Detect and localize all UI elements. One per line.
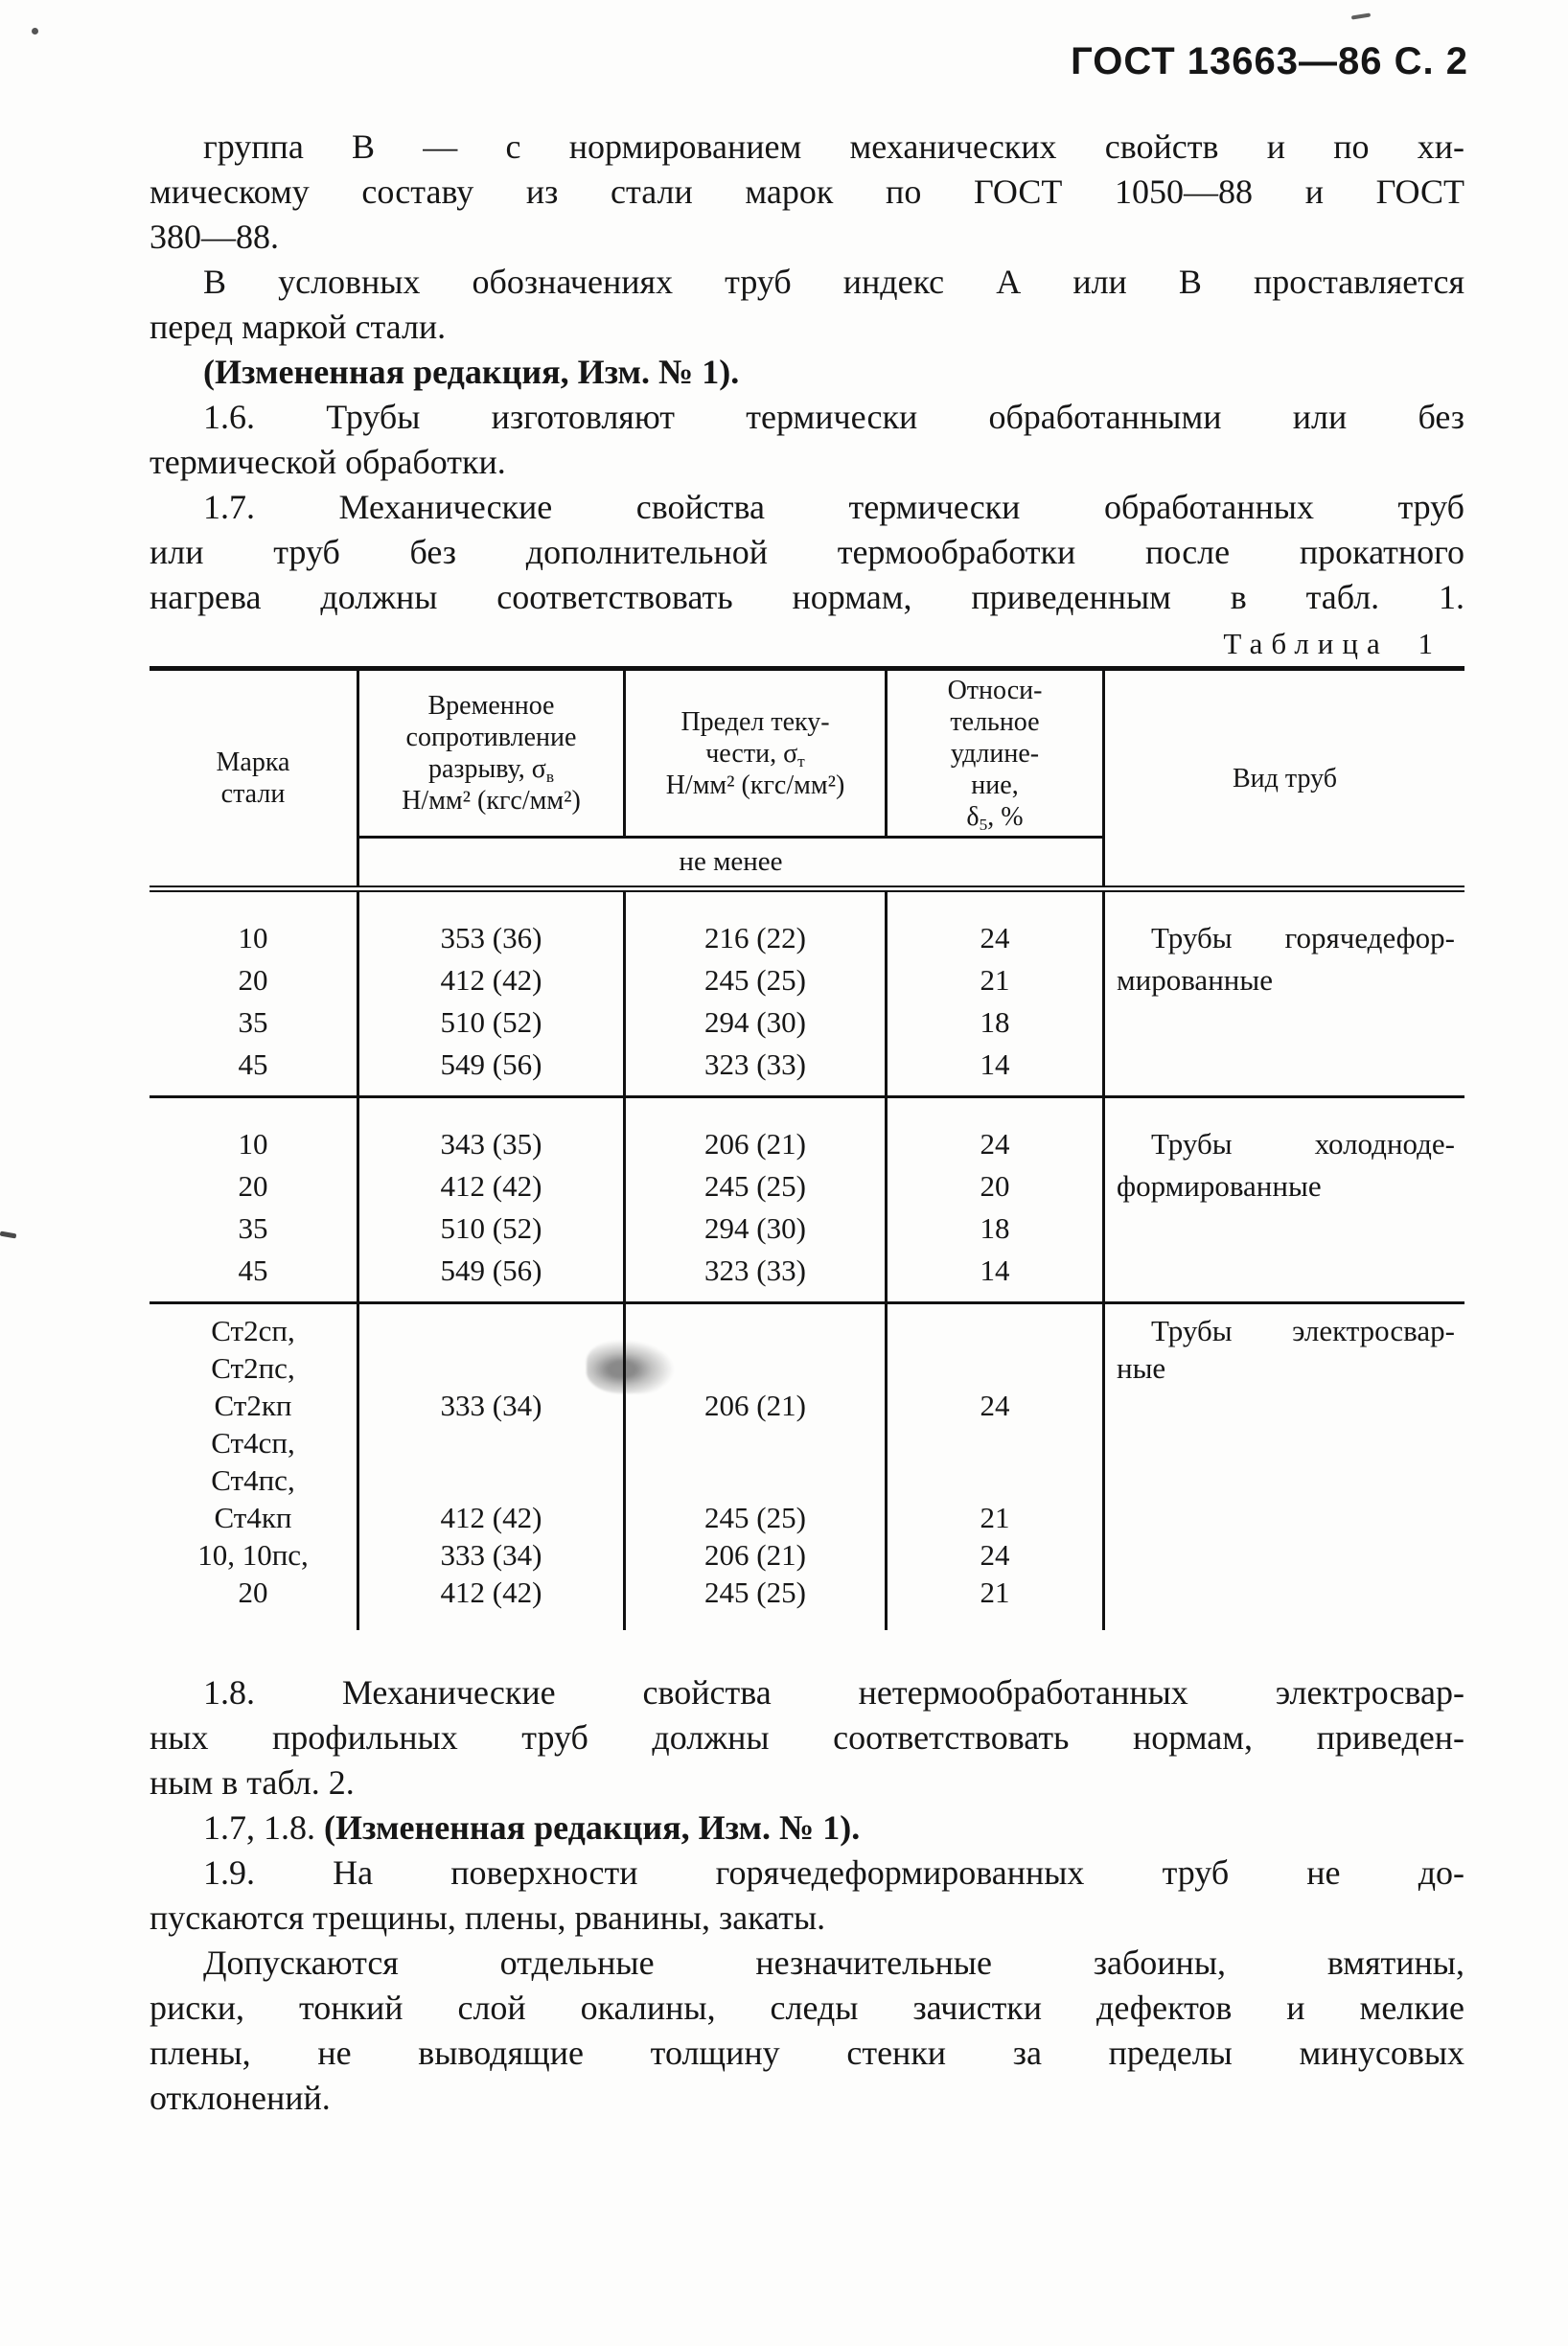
pipe-kind-line: мированные [1117, 963, 1273, 997]
sigma-t-symbol: чести, σ [705, 738, 798, 769]
table-cell: 35 [238, 1211, 268, 1245]
table-cell: Ст2кп [214, 1389, 292, 1422]
table-cell: 245 (25) [704, 1501, 806, 1534]
table-cell: 510 (52) [440, 1211, 542, 1245]
table-cell: 412 (42) [440, 1501, 542, 1534]
table-cell [626, 1312, 885, 1349]
pipe-kind-label [1105, 1123, 1464, 1208]
page-header: ГОСТ 13663—86 С. 2 [1071, 40, 1468, 82]
scan-artifact-dot [32, 28, 38, 34]
table-cell: 294 (30) [704, 1211, 806, 1245]
paragraph-line: ных профильных труб должны соответствовать нормам, приведен- [150, 1718, 1464, 1757]
table-block-cold-deformed [150, 1095, 1464, 1301]
column-tensile [357, 1304, 623, 1630]
paragraph-line: пускаются трещины, плены, рванины, закаты. [150, 1898, 826, 1937]
table-block-hot-deformed [150, 892, 1464, 1095]
paragraph-line: 1.9. На поверхности горячедеформированных труб не до- [203, 1853, 1464, 1892]
paragraph-line: плены, не выводящие толщину стенки за пределы минусовых [150, 2034, 1464, 2072]
table-cell: 216 (22) [704, 921, 806, 954]
header-line: Марка [216, 748, 290, 777]
amendment-clauses: 1.7, 1.8. [203, 1808, 324, 1847]
table-cell: 333 (34) [440, 1389, 542, 1422]
table-cell: 549 (56) [440, 1254, 542, 1287]
table-cell: Ст4сп, [211, 1426, 295, 1460]
table-cell: 206 (21) [704, 1389, 806, 1422]
paragraph-line: отклонений. [150, 2079, 331, 2117]
scan-artifact-dash [0, 1231, 16, 1239]
paragraph-line: риски, тонкий слой окалины, следы зачистки дефектов и мелкие [150, 1989, 1464, 2027]
delta-symbol: δ [966, 801, 980, 832]
column-elongation [885, 1304, 1102, 1630]
table-cell: 10 [238, 1127, 268, 1161]
header-line [705, 738, 805, 770]
table-cell: 14 [980, 1047, 1010, 1081]
amendment-note [150, 1806, 1464, 1851]
table-cell [359, 1349, 623, 1387]
header-col-tensile-strength [357, 671, 623, 836]
pipe-kind-line: Трубы горячедефор- [1151, 921, 1455, 954]
column-yield [623, 1098, 885, 1301]
header-line: ние, [971, 770, 1019, 800]
table-cell: 20 [238, 1576, 268, 1609]
column-elongation [885, 892, 1102, 1095]
table-cell: 24 [980, 1389, 1010, 1422]
header-line: тельное [950, 706, 1040, 737]
table-body [150, 892, 1464, 1630]
table-caption: Таблица 1 [1223, 627, 1441, 660]
header-line: сопротивление [405, 723, 577, 752]
paragraph-line: 1.6. Трубы изготовляют термически обработанными или без [203, 398, 1464, 436]
column-steel-grade [150, 1098, 357, 1301]
paragraph-line: 1.8. Механические свойства нетермообработанных электросвар- [203, 1673, 1464, 1712]
table-cell: 245 (25) [704, 1169, 806, 1203]
table-cell [359, 1461, 623, 1499]
header-note-not-less: не менее [357, 836, 1102, 886]
table-cell: 323 (33) [704, 1047, 806, 1081]
table-cell: 20 [238, 963, 268, 997]
table-cell: 24 [980, 921, 1010, 954]
table-cell: 412 (42) [440, 963, 542, 997]
column-tensile [357, 892, 623, 1095]
header-line: Относи- [947, 675, 1043, 705]
header-col-pipe-kind [1102, 671, 1464, 886]
table-cell: 412 (42) [440, 1576, 542, 1609]
header-line: Вид труб [1233, 763, 1337, 794]
paragraph-line: группа В — с нормированием механических свойств и по хи- [203, 127, 1464, 166]
table-cell [626, 1349, 885, 1387]
column-yield [623, 1304, 885, 1630]
header-units: Н/мм² (кгс/мм²) [665, 770, 845, 800]
header-units: Н/мм² (кгс/мм²) [402, 786, 581, 816]
table-cell: 206 (21) [704, 1127, 806, 1161]
pipe-kind-line: формированные [1117, 1169, 1322, 1203]
table-cell: Ст2пс, [211, 1351, 295, 1385]
table-cell: 549 (56) [440, 1047, 542, 1081]
table-cell: Ст4пс, [211, 1463, 295, 1497]
header-line [428, 753, 554, 785]
table-cell: 10, 10пс, [197, 1538, 309, 1572]
column-yield [623, 892, 885, 1095]
paragraph-line: В условных обозначениях труб индекс А или В проставляется [203, 263, 1464, 301]
header-line: удлине- [950, 738, 1040, 769]
table-cell: 206 (21) [704, 1538, 806, 1572]
paragraph-line: или труб без дополнительной термообработки после прокатного [150, 533, 1464, 571]
amendment-note: (Измененная редакция, Изм. № 1). [203, 353, 740, 391]
table-cell: 18 [980, 1211, 1010, 1245]
column-elongation [885, 1098, 1102, 1301]
table-cell: 18 [980, 1005, 1010, 1039]
amendment-text: (Измененная редакция, Изм. № 1). [324, 1808, 861, 1847]
header-line: Временное [427, 691, 555, 721]
header-line [966, 801, 1023, 833]
header-line: Предел теку- [680, 706, 830, 737]
delta-subscript: 5 [979, 815, 988, 834]
paragraph-line: термической обработки. [150, 443, 506, 481]
pipe-kind-label [1105, 917, 1464, 1001]
table-cell: 45 [238, 1254, 268, 1287]
table-cell: 245 (25) [704, 963, 806, 997]
table-cell: Ст4кп [214, 1501, 292, 1534]
table-header [150, 666, 1464, 892]
column-steel-grade [150, 892, 357, 1095]
paragraph-line: Допускаются отдельные незначительные забоины, вмятины, [203, 1944, 1464, 1982]
table-cell [626, 1424, 885, 1461]
table-cell: 24 [980, 1538, 1010, 1572]
table-cell: 24 [980, 1127, 1010, 1161]
column-tensile [357, 1098, 623, 1301]
table-cell [888, 1349, 1102, 1387]
header-col-steel-grade [150, 671, 357, 886]
paragraph-line: ным в табл. 2. [150, 1763, 355, 1802]
sigma-v-symbol: разрыву, σ [427, 754, 546, 784]
percent-label: , % [987, 801, 1024, 832]
table-cell: 294 (30) [704, 1005, 806, 1039]
paragraph-line: 380—88. [150, 218, 279, 256]
table-cell: 323 (33) [704, 1254, 806, 1287]
table-cell: 412 (42) [440, 1169, 542, 1203]
table-cell [888, 1312, 1102, 1349]
column-pipe-kind [1102, 1304, 1464, 1630]
sigma-v-subscript: в [545, 767, 555, 786]
paragraph-line: мическому составу из стали марок по ГОСТ 1050—88 и ГОСТ [150, 172, 1464, 211]
header-col-yield-strength [623, 671, 885, 836]
table-cell: 14 [980, 1254, 1010, 1287]
document-body [150, 125, 1464, 2121]
table-cell: 353 (36) [440, 921, 542, 954]
table-cell: 21 [980, 963, 1010, 997]
pipe-kind-line: Трубы электросвар- [1151, 1314, 1455, 1347]
header-col-elongation [885, 671, 1102, 836]
pipe-kind-label [1105, 1312, 1464, 1387]
table-cell [359, 1312, 623, 1349]
column-pipe-kind [1102, 1098, 1464, 1301]
table-cell: 45 [238, 1047, 268, 1081]
table-cell [888, 1461, 1102, 1499]
column-pipe-kind [1102, 892, 1464, 1095]
table-cell: 10 [238, 921, 268, 954]
table-cell: 245 (25) [704, 1576, 806, 1609]
table-cell [359, 1424, 623, 1461]
table-cell: 21 [980, 1501, 1010, 1534]
table-block-electric-welded [150, 1301, 1464, 1630]
table-cell: 20 [238, 1169, 268, 1203]
paragraph-line: нагрева должны соответствовать нормам, приведенным в табл. 1. [150, 578, 1464, 616]
paragraph-line: перед маркой стали. [150, 308, 447, 346]
sigma-t-subscript: т [797, 751, 805, 770]
header-line: стали [220, 779, 286, 809]
table-cell: Ст2сп, [211, 1314, 295, 1347]
table-cell: 510 (52) [440, 1005, 542, 1039]
column-steel-grade [150, 1304, 357, 1630]
scan-artifact-dash [1351, 12, 1371, 19]
table-cell: 35 [238, 1005, 268, 1039]
table-cell: 20 [980, 1169, 1010, 1203]
table-cell: 343 (35) [440, 1127, 542, 1161]
table-1 [150, 666, 1464, 1630]
table-cell [626, 1461, 885, 1499]
table-cell: 333 (34) [440, 1538, 542, 1572]
paragraph-line: 1.7. Механические свойства термически обработанных труб [203, 488, 1464, 526]
pipe-kind-line: Трубы холодноде- [1151, 1127, 1455, 1161]
table-cell: 21 [980, 1576, 1010, 1609]
table-cell [888, 1424, 1102, 1461]
pipe-kind-line: ные [1117, 1351, 1166, 1385]
